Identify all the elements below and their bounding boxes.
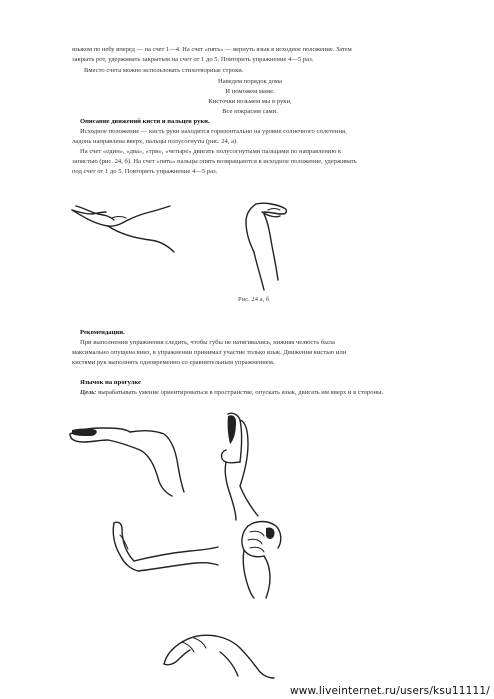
recommendations-line-3: кистями рук выполнять одновременно со сравнительным упражнением.: [72, 359, 275, 366]
recommendations-line-1: При выполнении упражнения следить, чтобы губы не натягивались, нижняя челюсть была: [80, 339, 335, 346]
hand-reaching-illustration: [110, 515, 220, 585]
poem-line-4: Все покрасим сами.: [222, 108, 278, 115]
section1-line-5: под счет от 1 до 5. Повторить упражнение 4—5 раз.: [72, 168, 218, 175]
paragraph-top-line-1: языком по небу вперед — на счет 1—4. На счет «пять» — вернуть язык в исходное положение. Затем: [72, 46, 352, 53]
section1-line-3: На счет «один», «два», «три», «четыре» двигать полусогнутыми пальцами по направлению к: [80, 148, 342, 155]
goal-label: Цель:: [80, 389, 97, 396]
poem-line-3: Кисточки возьмем мы в руки,: [208, 98, 292, 105]
section1-line-2: ладонь направлена вверх, пальцы полусогнуты (рис. 24, а).: [72, 138, 238, 145]
paragraph-top-line-3: Вместо счета можно использовать стихотворные строки.: [84, 67, 244, 74]
hand-fist-illustration: [228, 518, 298, 598]
figure-caption-24: Рис. 24 а, б: [238, 296, 270, 303]
hand-upright-illustration: [214, 410, 284, 520]
hand-bent-fingers-illustration: [232, 200, 302, 295]
section1-line-4: запястью (рис. 24, б). На счет «пять» пальцы опять возвращаются в исходное положение, удерживать: [72, 158, 357, 165]
section2-heading: Язычок на прогулке: [80, 379, 141, 386]
section1-line-1: Исходное положение — кисть руки находится горизонтально на уровне солнечного сплетения,: [80, 128, 347, 135]
paragraph-top-line-2: закрыть рот, удерживать закрытым на счет от 1 до 5. Повторить упражнение 4—5 раз.: [72, 56, 314, 63]
section2-goal: [80, 389, 383, 398]
section1-heading: Описание движений кисти и пальцев руки.: [80, 118, 210, 125]
goal-text: вырабатывать умение ориентироваться в пространстве, опускать язык, двигать им вверх и в стороны.: [98, 389, 384, 396]
poem-line-1: Наведем порядок дома: [218, 78, 282, 85]
hand-open-palm-illustration: [70, 198, 180, 268]
recommendations-line-2: максимально опущена вниз, в упражнении принимал участие только язык. Движения кистью или: [72, 349, 347, 356]
hand-pointing-illustration: [68, 420, 188, 500]
hand-palm-down-illustration: [160, 620, 280, 680]
poem-line-2: И поможем маме.: [225, 88, 275, 95]
recommendations-heading: Рекомендации.: [80, 329, 125, 336]
footer-url[interactable]: www.liveinternet.ru/users/ksu11111/: [289, 685, 490, 697]
